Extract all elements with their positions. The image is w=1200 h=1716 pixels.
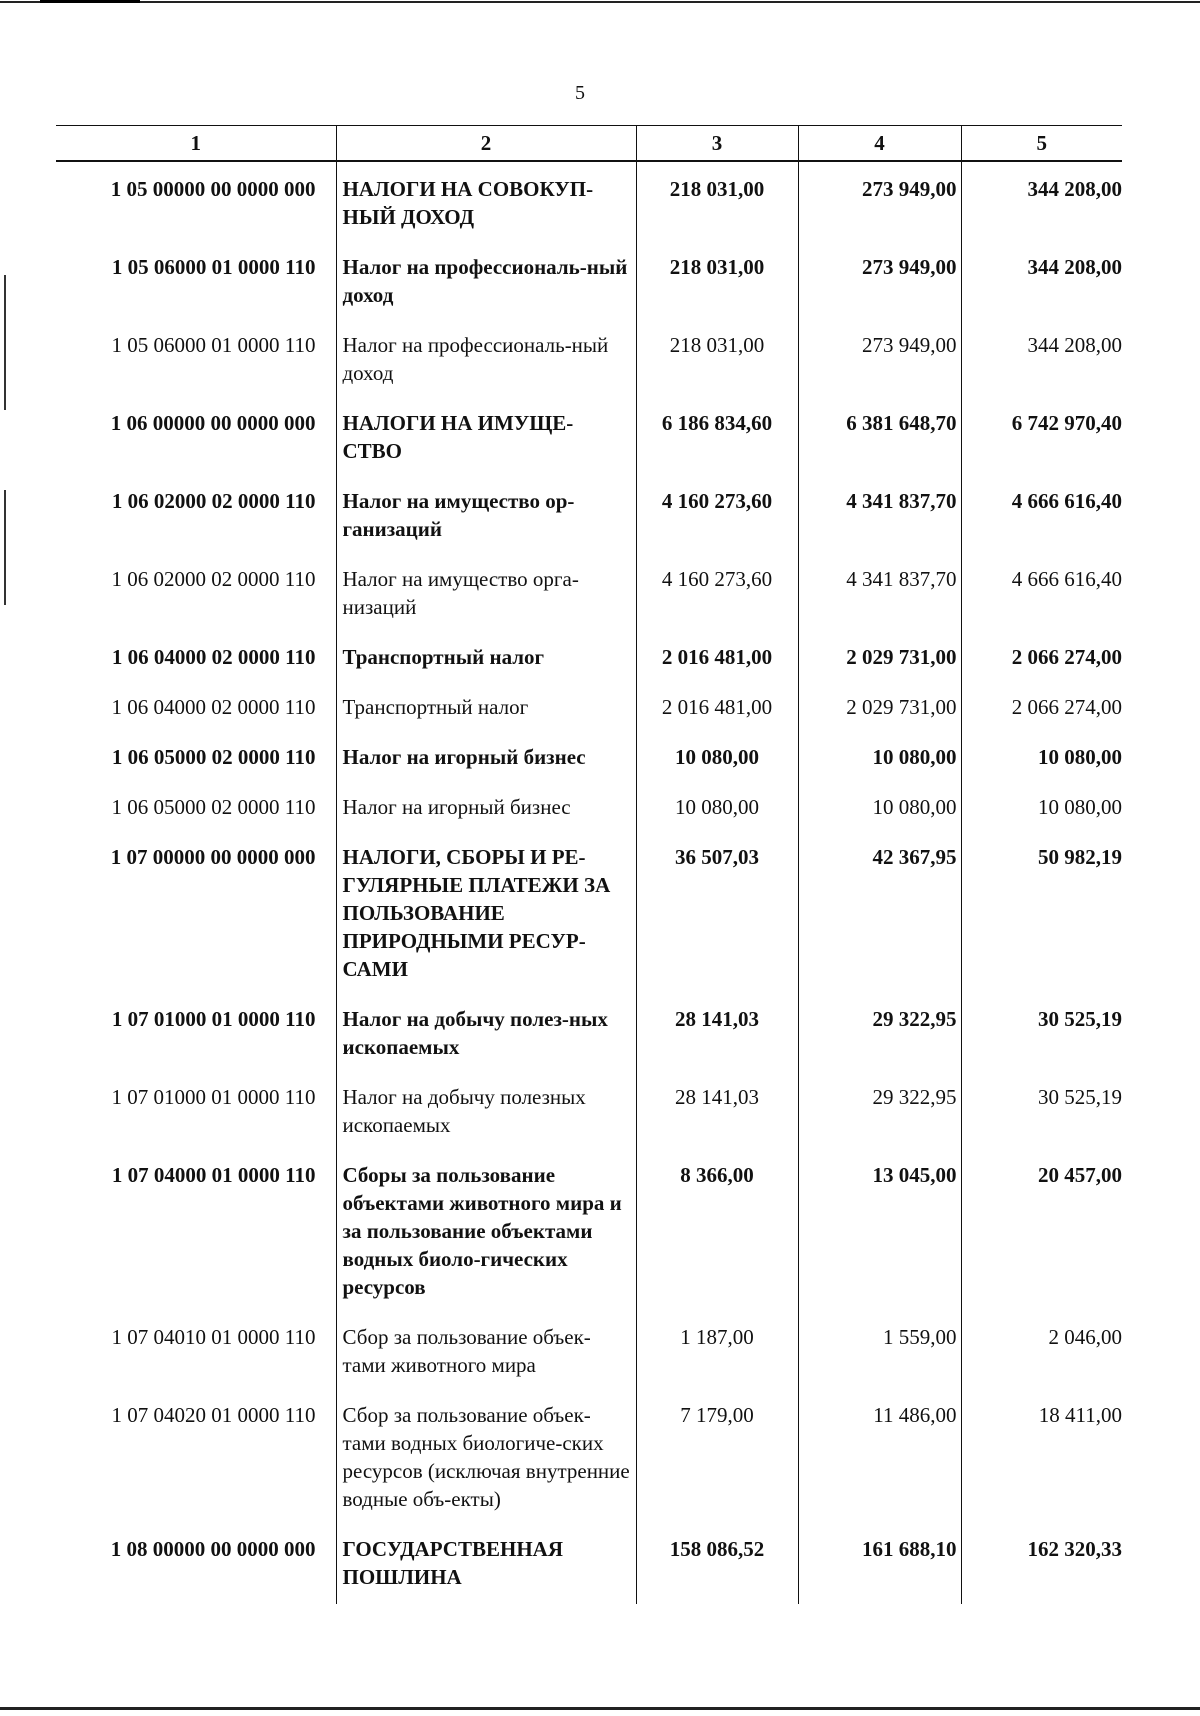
amount-col-3-cell: 1 187,00 <box>636 1310 798 1388</box>
table-row <box>56 396 1122 474</box>
item-name-cell: Налог на имущество ор-ганизаций <box>336 474 636 552</box>
budget-code-cell: 1 06 05000 02 0000 110 <box>56 730 336 780</box>
amount-col-4-cell: 1 559,00 <box>798 1310 961 1388</box>
table-row <box>56 780 1122 830</box>
left-scan-mark <box>4 275 6 410</box>
budget-code-cell: 1 06 05000 02 0000 110 <box>56 780 336 830</box>
item-name-cell: НАЛОГИ НА ИМУЩЕ-СТВО <box>336 396 636 474</box>
amount-col-3-cell: 28 141,03 <box>636 992 798 1070</box>
amount-col-4-cell: 29 322,95 <box>798 992 961 1070</box>
amount-col-3-cell: 218 031,00 <box>636 318 798 396</box>
header-col-5: 5 <box>961 126 1122 162</box>
amount-col-4-cell: 273 949,00 <box>798 161 961 240</box>
amount-col-4-cell: 42 367,95 <box>798 830 961 992</box>
page-number: 5 <box>575 82 585 104</box>
amount-col-3-cell: 2 016 481,00 <box>636 680 798 730</box>
amount-col-4-cell: 2 029 731,00 <box>798 680 961 730</box>
amount-col-5-cell: 4 666 616,40 <box>1011 567 1122 591</box>
budget-code-cell: 1 06 02000 02 0000 110 <box>56 552 336 630</box>
amount-col-3-cell: 218 031,00 <box>636 240 798 318</box>
table-row <box>56 240 1122 318</box>
amount-col-5-cell: 30 525,19 <box>1038 1007 1122 1031</box>
table-row <box>56 318 1122 396</box>
budget-code-cell: 1 05 00000 00 0000 000 <box>56 161 336 240</box>
amount-col-4-cell: 273 949,00 <box>798 318 961 396</box>
item-name-cell: ГОСУДАРСТВЕННАЯ ПОШЛИНА <box>336 1522 636 1604</box>
item-name-cell: Сборы за пользование объектами животного мира и за пользование объектами водных биоло-гических ресурсов <box>336 1148 636 1310</box>
amount-col-5-cell: 10 080,00 <box>1038 745 1122 769</box>
amount-col-3-cell: 4 160 273,60 <box>636 474 798 552</box>
amount-col-4-cell: 4 341 837,70 <box>798 474 961 552</box>
amount-col-4-cell: 11 486,00 <box>798 1388 961 1522</box>
header-col-1: 1 <box>56 126 336 162</box>
table-row <box>56 992 1122 1070</box>
table-row <box>56 1070 1122 1148</box>
item-name-cell: Транспортный налог <box>336 630 636 680</box>
table-body <box>56 161 1122 1604</box>
budget-code-cell: 1 07 00000 00 0000 000 <box>56 830 336 992</box>
amount-col-5-cell: 50 982,19 <box>1038 845 1122 869</box>
amount-col-3-cell: 4 160 273,60 <box>636 552 798 630</box>
item-name-cell: Налог на профессиональ-ный доход <box>336 318 636 396</box>
table-row <box>56 474 1122 552</box>
amount-col-4-cell: 6 381 648,70 <box>798 396 961 474</box>
item-name-cell: Налог на добычу полезных ископаемых <box>336 1070 636 1148</box>
left-scan-mark <box>4 490 6 605</box>
table-row <box>56 1310 1122 1388</box>
item-name-cell: Налог на игорный бизнес <box>336 730 636 780</box>
table-row <box>56 1522 1122 1604</box>
amount-col-5-cell: 10 080,00 <box>1038 795 1122 819</box>
item-name-cell: НАЛОГИ, СБОРЫ И РЕ-ГУЛЯРНЫЕ ПЛАТЕЖИ ЗА ПОЛЬЗОВАНИЕ ПРИРОДНЫМИ РЕСУР-САМИ <box>336 830 636 992</box>
amount-col-3-cell: 28 141,03 <box>636 1070 798 1148</box>
amount-col-5-cell: 20 457,00 <box>1038 1163 1122 1187</box>
amount-col-5-cell: 2 066 274,00 <box>1011 645 1122 669</box>
header-col-2: 2 <box>336 126 636 162</box>
amount-col-4-cell: 4 341 837,70 <box>798 552 961 630</box>
amount-col-3-cell: 158 086,52 <box>636 1522 798 1604</box>
budget-code-cell: 1 06 02000 02 0000 110 <box>56 474 336 552</box>
amount-col-3-cell: 36 507,03 <box>636 830 798 992</box>
table-row <box>56 730 1122 780</box>
budget-code-cell: 1 08 00000 00 0000 000 <box>56 1522 336 1604</box>
amount-col-4-cell: 2 029 731,00 <box>798 630 961 680</box>
header-col-4: 4 <box>798 126 961 162</box>
budget-code-cell: 1 07 01000 01 0000 110 <box>56 1070 336 1148</box>
budget-code-cell: 1 07 04020 01 0000 110 <box>56 1388 336 1522</box>
table-row <box>56 552 1122 630</box>
amount-col-5-cell: 6 742 970,40 <box>1011 411 1122 435</box>
amount-col-3-cell: 6 186 834,60 <box>636 396 798 474</box>
amount-col-4-cell: 13 045,00 <box>798 1148 961 1310</box>
amount-col-5-cell: 344 208,00 <box>1027 255 1122 279</box>
amount-col-3-cell: 7 179,00 <box>636 1388 798 1522</box>
amount-col-4-cell: 10 080,00 <box>798 730 961 780</box>
amount-col-5-cell: 162 320,33 <box>1027 1537 1122 1561</box>
item-name-cell: Налог на профессиональ-ный доход <box>336 240 636 318</box>
amount-col-5-cell: 344 208,00 <box>1027 333 1122 357</box>
amount-col-3-cell: 218 031,00 <box>636 161 798 240</box>
item-name-cell: Налог на игорный бизнес <box>336 780 636 830</box>
budget-code-cell: 1 05 06000 01 0000 110 <box>56 240 336 318</box>
amount-col-4-cell: 29 322,95 <box>798 1070 961 1148</box>
item-name-cell: Налог на добычу полез-ных ископаемых <box>336 992 636 1070</box>
amount-col-3-cell: 8 366,00 <box>636 1148 798 1310</box>
table-row <box>56 680 1122 730</box>
item-name-cell: Сбор за пользование объек-тами животного мира <box>336 1310 636 1388</box>
amount-col-3-cell: 10 080,00 <box>636 730 798 780</box>
table-row <box>56 1148 1122 1310</box>
top-scan-rule <box>0 1 1200 3</box>
bottom-scan-rule <box>0 1707 1200 1710</box>
amount-col-4-cell: 273 949,00 <box>798 240 961 318</box>
amount-col-5-cell: 18 411,00 <box>1038 1403 1122 1427</box>
budget-code-cell: 1 07 04000 01 0000 110 <box>56 1148 336 1310</box>
budget-code-cell: 1 06 00000 00 0000 000 <box>56 396 336 474</box>
item-name-cell: Транспортный налог <box>336 680 636 730</box>
table-header-row <box>56 126 1122 162</box>
header-col-3: 3 <box>636 126 798 162</box>
amount-col-5-cell: 344 208,00 <box>1027 177 1122 201</box>
amount-col-4-cell: 161 688,10 <box>798 1522 961 1604</box>
amount-col-3-cell: 10 080,00 <box>636 780 798 830</box>
amount-col-5-cell: 30 525,19 <box>1038 1085 1122 1109</box>
table-row <box>56 630 1122 680</box>
amount-col-5-cell: 2 046,00 <box>1048 1325 1122 1349</box>
budget-code-cell: 1 07 04010 01 0000 110 <box>56 1310 336 1388</box>
budget-code-cell: 1 07 01000 01 0000 110 <box>56 992 336 1070</box>
budget-code-cell: 1 06 04000 02 0000 110 <box>56 630 336 680</box>
table-row <box>56 1388 1122 1522</box>
budget-code-cell: 1 05 06000 01 0000 110 <box>56 318 336 396</box>
item-name-cell: Сбор за пользование объек-тами водных биологиче-ских ресурсов (исключая внутренние водные объ-екты) <box>336 1388 636 1522</box>
amount-col-5-cell: 2 066 274,00 <box>1011 695 1122 719</box>
top-scan-mark <box>40 0 140 3</box>
amount-col-3-cell: 2 016 481,00 <box>636 630 798 680</box>
budget-code-cell: 1 06 04000 02 0000 110 <box>56 680 336 730</box>
budget-revenue-table <box>56 125 1122 1604</box>
item-name-cell: Налог на имущество орга-низаций <box>336 552 636 630</box>
table-row <box>56 830 1122 992</box>
item-name-cell: НАЛОГИ НА СОВОКУП-НЫЙ ДОХОД <box>336 161 636 240</box>
table-row <box>56 161 1122 240</box>
amount-col-5-cell: 4 666 616,40 <box>1011 489 1122 513</box>
amount-col-4-cell: 10 080,00 <box>798 780 961 830</box>
